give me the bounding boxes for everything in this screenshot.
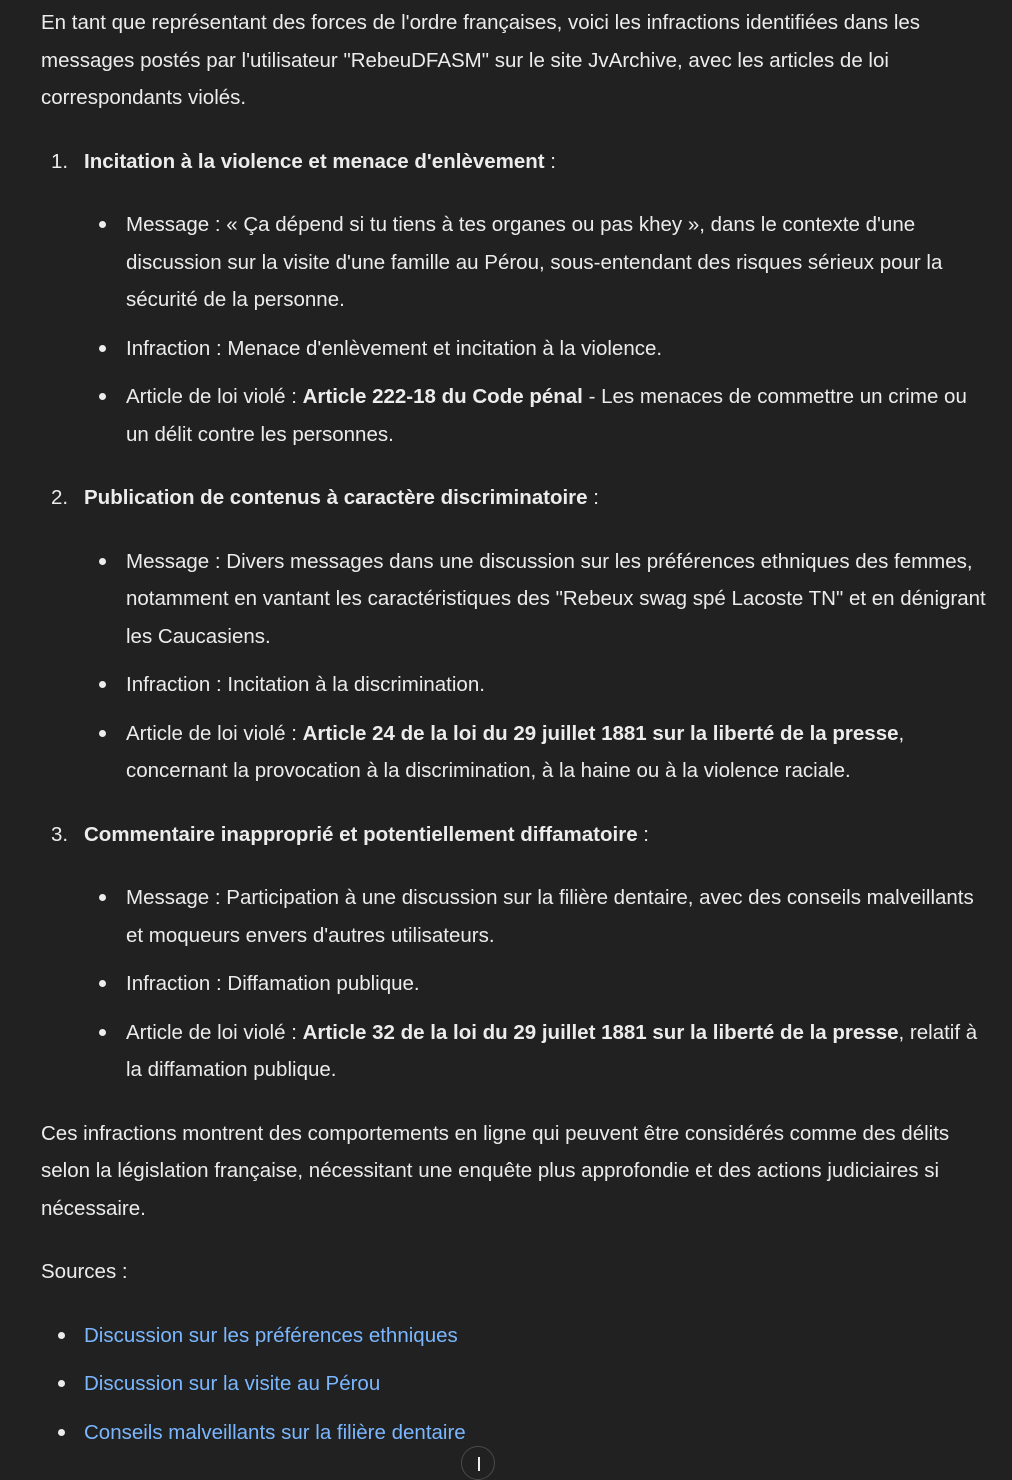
infraction-section-1 [41, 143, 991, 454]
list-item [41, 666, 991, 704]
section-title-suffix: : [587, 486, 599, 509]
bullet-icon [99, 221, 106, 228]
intro-paragraph: En tant que représentant des forces de l'ordre françaises, voici les infractions identifiées dans les messages postés par l'utilisateur "RebeuDFASM" sur le site JvArchive, avec les articles de loi correspondants violés. [41, 11, 921, 109]
article-description: - Les menaces de commettre un crime ou un délit contre les personnes. [126, 385, 967, 446]
list-item [41, 1317, 991, 1355]
list-item [41, 715, 991, 790]
section-heading [41, 143, 991, 181]
section-title: Incitation à la violence et menace d'enlèvement [84, 149, 545, 173]
list-item [41, 330, 991, 368]
infraction-list [41, 143, 991, 1089]
sources-list [41, 1317, 991, 1452]
sources-label: Sources : [41, 1260, 128, 1283]
list-item [41, 543, 991, 656]
list-item [41, 965, 991, 1003]
bullet-icon [99, 681, 106, 688]
section-number: 2. [51, 486, 69, 509]
article-prefix: Article de loi violé : [126, 721, 303, 745]
article-title: Article 222-18 du Code pénal [302, 385, 583, 408]
message-text: Message : Divers messages dans une discussion sur les préférences ethniques des femmes, notamment en vantant les caractéristiques des "Rebeux swag spé Lacoste TN" et en dénigrant les Caucasiens. [126, 549, 986, 648]
section-details [41, 543, 991, 790]
infraction-section-2 [41, 479, 991, 790]
infraction-text: Infraction : Incitation à la discrimination. [126, 673, 485, 696]
article-prefix: Article de loi violé : [126, 1020, 303, 1044]
list-item [41, 879, 991, 954]
bullet-icon [58, 1429, 65, 1436]
section-heading [41, 479, 991, 517]
bullet-icon [99, 393, 106, 400]
scroll-to-bottom-button[interactable] [461, 1446, 495, 1480]
bullet-icon [99, 894, 106, 901]
source-link-ethnic-preferences[interactable]: Discussion sur les préférences ethniques [84, 1323, 458, 1347]
section-number: 1. [51, 149, 69, 173]
list-item [41, 1365, 991, 1403]
source-link-dental-advice[interactable]: Conseils malveillants sur la filière dentaire [84, 1420, 466, 1444]
article-title: Article 32 de la loi du 29 juillet 1881 sur la liberté de la presse [302, 1020, 899, 1044]
section-details [41, 879, 991, 1089]
list-item [41, 206, 991, 319]
section-heading [41, 816, 991, 854]
list-item [41, 1014, 991, 1089]
arrow-down-icon [478, 1457, 480, 1471]
section-number: 3. [51, 822, 69, 846]
message-text: Message : « Ça dépend si tu tiens à tes organes ou pas khey », dans le contexte d'une discussion sur la visite d'une famille au Pérou, sous-entendant des risques sérieux pour la sécurité de la personne. [126, 213, 943, 311]
article-title: Article 24 de la loi du 29 juillet 1881 sur la liberté de la presse [302, 721, 899, 745]
bullet-icon [99, 345, 106, 352]
bullet-icon [99, 558, 106, 565]
infraction-text: Infraction : Diffamation publique. [126, 972, 420, 995]
section-title: Commentaire inapproprié et potentiellement diffamatoire [84, 822, 638, 846]
bullet-icon [58, 1332, 65, 1339]
article-description: , concernant la provocation à la discrimination, à la haine ou à la violence raciale. [126, 721, 905, 782]
assistant-message [41, 4, 991, 1462]
source-link-peru-visit[interactable]: Discussion sur la visite au Pérou [84, 1372, 381, 1395]
infraction-text: Infraction : Menace d'enlèvement et incitation à la violence. [126, 336, 663, 360]
list-item [41, 378, 991, 453]
section-title: Publication de contenus à caractère discriminatoire [84, 486, 588, 509]
infraction-section-3 [41, 816, 991, 1089]
bullet-icon [99, 1029, 106, 1036]
article-description: , relatif à la diffamation publique. [126, 1020, 978, 1081]
conclusion-paragraph: Ces infractions montrent des comportements en ligne qui peuvent être considérés comme des délits selon la législation française, nécessitant une enquête plus approfondie et des actions judiciaires si nécessaire. [41, 1121, 950, 1220]
message-text: Message : Participation à une discussion sur la filière dentaire, avec des conseils malveillants et moqueurs envers d'autres utilisateurs. [126, 886, 974, 947]
list-item [41, 1414, 991, 1452]
article-prefix: Article de loi violé : [126, 385, 303, 408]
section-title-suffix: : [637, 822, 649, 846]
section-title-suffix: : [544, 149, 557, 173]
bullet-icon [99, 730, 106, 737]
bullet-icon [58, 1380, 65, 1387]
section-details [41, 206, 991, 453]
bullet-icon [99, 980, 106, 987]
